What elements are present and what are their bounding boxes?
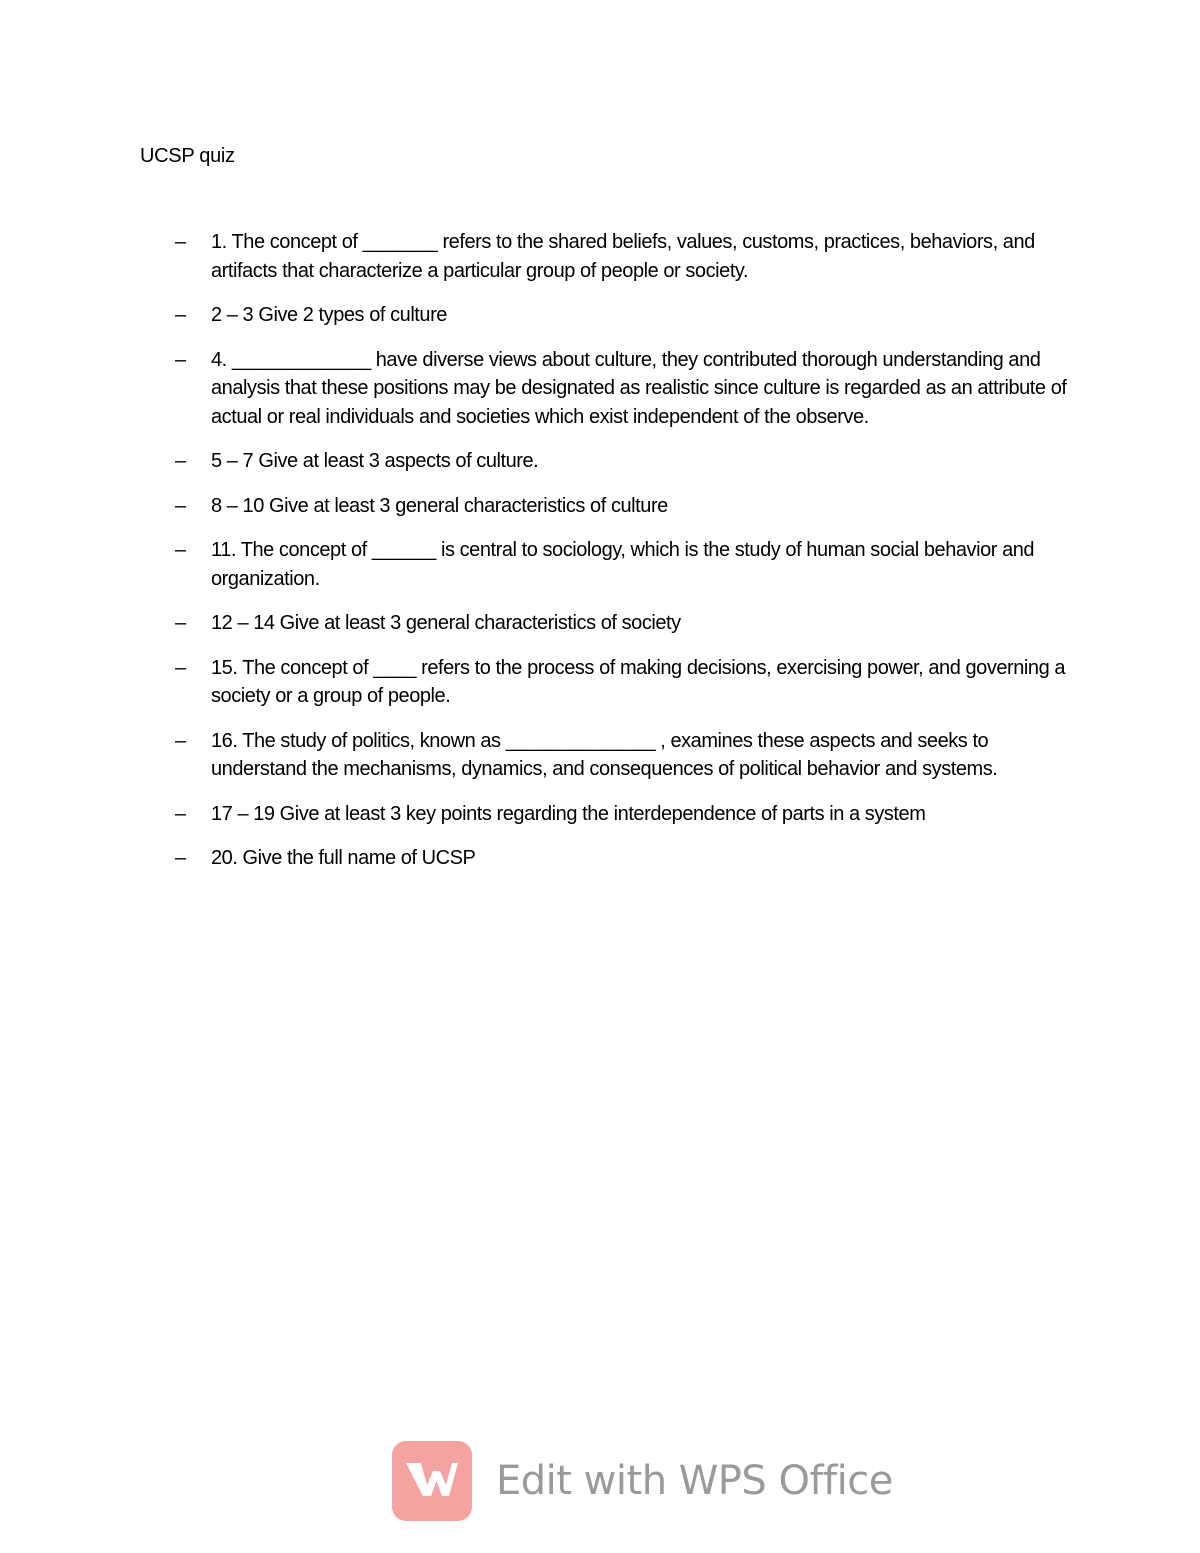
- dash-bullet: –: [175, 802, 186, 825]
- dash-bullet: –: [175, 494, 186, 517]
- quiz-question: [0, 492, 1200, 521]
- quiz-question: [0, 727, 1200, 784]
- question-text: 4. _____________ have diverse views about culture, they contributed thorough understanding and analysis that these positions may be designated as realistic since culture is regarded as an attribute of actual or real individuals and societies which exist independent of the observe.: [211, 348, 1067, 428]
- quiz-question: [0, 346, 1200, 432]
- question-text: 8 – 10 Give at least 3 general characteristics of culture: [211, 494, 668, 517]
- quiz-question: [0, 447, 1200, 476]
- dash-bullet: –: [175, 539, 186, 561]
- wps-edit-label: Edit with WPS Office: [496, 1458, 893, 1504]
- question-text: 15. The concept of ____ refers to the process of making decisions, exercising power, and governing a society or a group of people.: [211, 656, 1066, 707]
- edit-with-wps-link[interactable]: [392, 1441, 893, 1521]
- wps-w-glyph: [403, 1458, 461, 1504]
- dash-bullet: –: [175, 656, 186, 679]
- dash-bullet: –: [175, 729, 186, 752]
- question-text: 5 – 7 Give at least 3 aspects of culture.: [211, 450, 539, 472]
- dash-bullet: –: [175, 612, 186, 634]
- dash-bullet: –: [175, 348, 186, 371]
- dash-bullet: –: [175, 304, 186, 326]
- dash-bullet: –: [175, 847, 186, 869]
- question-text: 20. Give the full name of UCSP: [211, 847, 476, 869]
- dash-bullet: –: [175, 450, 186, 472]
- quiz-question: [0, 609, 1200, 638]
- quiz-question: [0, 228, 1200, 285]
- question-text: 12 – 14 Give at least 3 general characteristics of society: [211, 612, 681, 634]
- question-text: 2 – 3 Give 2 types of culture: [211, 304, 447, 326]
- question-text: 11. The concept of ______ is central to sociology, which is the study of human social behavior and organization.: [211, 539, 1035, 590]
- dash-bullet: –: [175, 231, 186, 253]
- question-text: 16. The study of politics, known as ______________ , examines these aspects and seeks to understand the mechanisms, dynamics, and consequences of political behavior and systems.: [211, 729, 998, 780]
- question-text: 1. The concept of _______ refers to the shared beliefs, values, customs, practices, behaviors, and artifacts that characterize a particular group of people or society.: [211, 231, 1035, 282]
- quiz-question: [0, 844, 1200, 873]
- quiz-question: [0, 800, 1200, 829]
- wps-logo-icon: [392, 1441, 472, 1521]
- quiz-question: [0, 301, 1200, 330]
- quiz-question: [0, 654, 1200, 711]
- question-text: 17 – 19 Give at least 3 key points regarding the interdependence of parts in a system: [211, 802, 926, 825]
- quiz-question-list: [0, 228, 1200, 889]
- document-title: UCSP quiz: [140, 145, 235, 167]
- quiz-question: [0, 536, 1200, 593]
